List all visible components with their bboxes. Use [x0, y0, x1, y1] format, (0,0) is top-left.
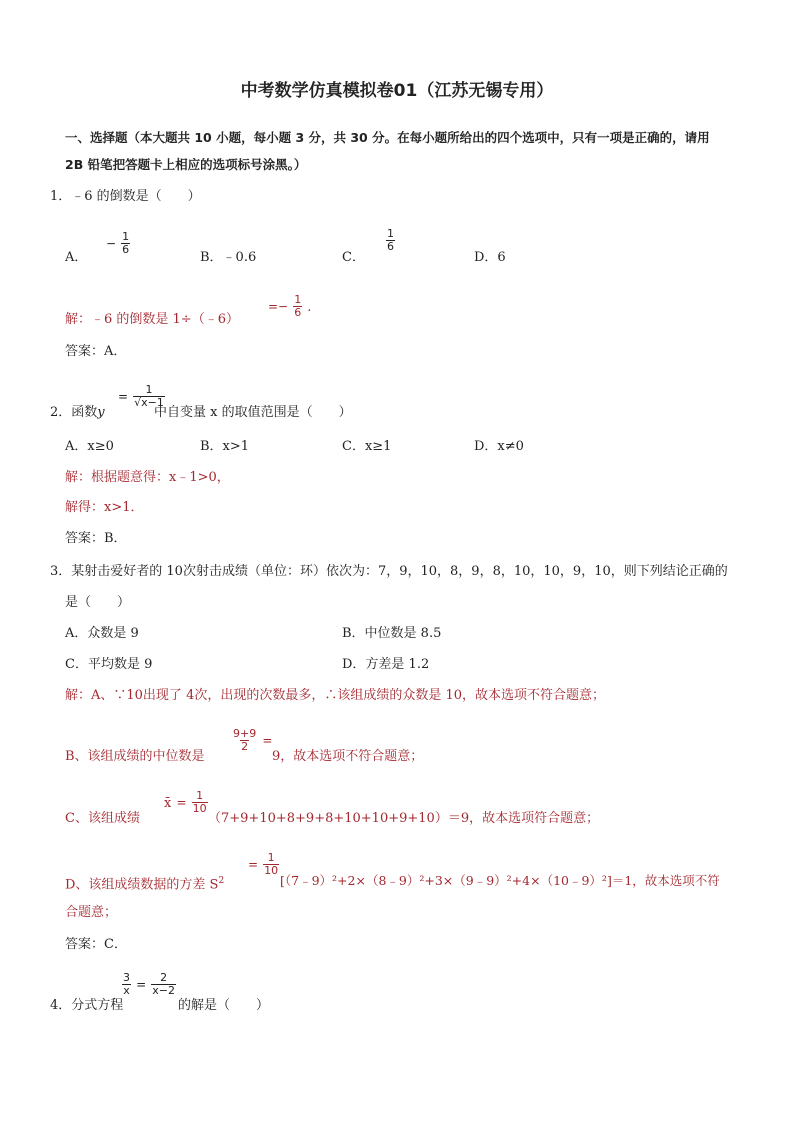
q3-option-a: A．众数是 9 — [65, 626, 139, 641]
q3-option-c: C．平均数是 9 — [65, 657, 153, 672]
q3-solution-d-prefix — [65, 873, 224, 893]
q4-stem-prefix: 4．分式方程 — [50, 998, 124, 1013]
q2-eq: = — [118, 389, 129, 404]
q3-d-numerator: 1 — [267, 851, 275, 864]
q3-c-numerator: 1 — [196, 789, 204, 802]
q1-answer: 答案：A． — [65, 344, 127, 359]
page-title: 中考数学仿真模拟卷01（江苏无锡专用） — [240, 81, 554, 101]
q3-b-denominator: 2 — [241, 740, 249, 753]
q3-option-d: D．方差是 1.2 — [342, 657, 430, 672]
q1-solution: 解：﹣6 的倒数是 1÷（﹣6） — [65, 312, 239, 327]
q3-solution-a: 解：A、∵10出现了 4次，出现的次数最多，∴该组成绩的众数是 10，故本选项不符合题意； — [65, 688, 606, 703]
q4-stem-suffix: 的解是（ ） — [178, 998, 270, 1013]
q3-solution-c-prefix: C、该组成绩 — [65, 811, 140, 826]
q2-solution-line1: 解：根据题意得：x﹣1>0， — [65, 470, 230, 485]
x-bar-symbol: x̄ — [164, 796, 172, 811]
q3-solution-b-prefix: B、该组成绩的中位数是 — [65, 749, 205, 764]
q2-option-c: C．x≥1 — [342, 439, 392, 454]
q3-d-eq: = — [248, 857, 259, 872]
q4-equation — [122, 972, 176, 997]
q2-prefix: 2．函数 — [50, 405, 98, 420]
q1-sol-eq: =− — [268, 299, 289, 314]
q3-d-superscript: 2 — [218, 876, 225, 886]
q2-option-b: B．x>1 — [200, 439, 250, 454]
q3-c-denominator: 10 — [192, 802, 207, 815]
q1-option-d: D．6 — [474, 250, 506, 265]
q4-f2-numerator: 2 — [160, 971, 168, 984]
q4-eq: = — [136, 977, 147, 992]
q4-f1-denominator: x — [123, 984, 130, 997]
q3-c-eq: = — [176, 795, 187, 810]
q3-d-prefix-text: D、该组成绩数据的方差 S — [65, 877, 219, 893]
q2-numerator: 1 — [145, 383, 153, 396]
q1-sol-period: . — [307, 300, 312, 315]
q3-solution-d-suffix: [（7﹣9）²+2×（8﹣9）²+3×（9﹣9）²+4×（10﹣9）²]＝1，故本选项不符 — [280, 873, 720, 888]
q3-answer: 答案：C． — [65, 937, 127, 952]
q1-a-denominator: 6 — [122, 243, 130, 256]
q2-var-y: y — [97, 405, 105, 420]
q3-b-eq: = — [262, 733, 273, 748]
q4-f1-numerator: 3 — [123, 971, 130, 984]
q3-solution-d-line2: 合题意； — [65, 905, 118, 920]
q1-a-numerator: 1 — [122, 230, 130, 243]
q2-answer: 答案：B． — [65, 531, 127, 546]
q3-solution-c-suffix: （7+9+10+8+9+8+10+10+9+10）＝9，故本选项符合题意； — [208, 811, 600, 826]
q3-stem-line2: 是（ ） — [65, 595, 131, 610]
q1-option-c-fraction — [386, 228, 395, 253]
q2-option-a: A．x≥0 — [65, 439, 114, 454]
q1-option-a-fraction — [106, 231, 130, 256]
q1-sol-denominator: 6 — [294, 306, 302, 319]
q4-f2-denominator: x−2 — [152, 984, 175, 997]
q2-option-d: D．x≠0 — [474, 439, 524, 454]
q3-solution-b-suffix: 9，故本选项不符合题意； — [272, 749, 424, 764]
q1-option-c-label: C． — [342, 250, 365, 265]
q3-solution-c-fraction — [164, 790, 208, 815]
q1-c-denominator: 6 — [387, 240, 394, 253]
q3-option-b: B．中位数是 8.5 — [342, 626, 442, 641]
q2-denominator: √x−1 — [134, 396, 164, 409]
q2-stem-prefix — [50, 405, 105, 421]
minus-sign: − — [106, 236, 117, 251]
q1-solution-fraction — [268, 294, 311, 319]
q1-stem: 1．﹣6 的倒数是（ ） — [50, 189, 201, 204]
q2-solution-line2: 解得：x>1． — [65, 500, 144, 515]
q3-solution-d-fraction — [248, 852, 279, 877]
q1-option-a-label: A． — [65, 250, 88, 265]
q1-sol-numerator: 1 — [294, 293, 302, 306]
q2-stem-suffix: 中自变量 x 的取值范围是（ ） — [154, 405, 352, 420]
q3-b-numerator: 9+9 — [233, 727, 257, 740]
q3-solution-b-fraction — [232, 728, 272, 753]
section-instructions-line2: 2B 铅笔把答题卡上相应的选项标号涂黑。） — [65, 157, 307, 172]
section-instructions-line1: 一、选择题（本大题共 10 小题，每小题 3 分，共 30 分。在每小题所给出的四个选项中，只有一项是正确的，请用 — [65, 130, 710, 145]
q1-c-numerator: 1 — [387, 227, 394, 240]
q3-d-denominator: 10 — [264, 864, 279, 877]
q3-stem-line1: 3．某射击爱好者的 10次射击成绩（单位：环）依次为：7，9，10，8，9，8，10，10，9，10，则下列结论正确的 — [50, 564, 728, 579]
q1-option-b: B．﹣0.6 — [200, 250, 257, 265]
